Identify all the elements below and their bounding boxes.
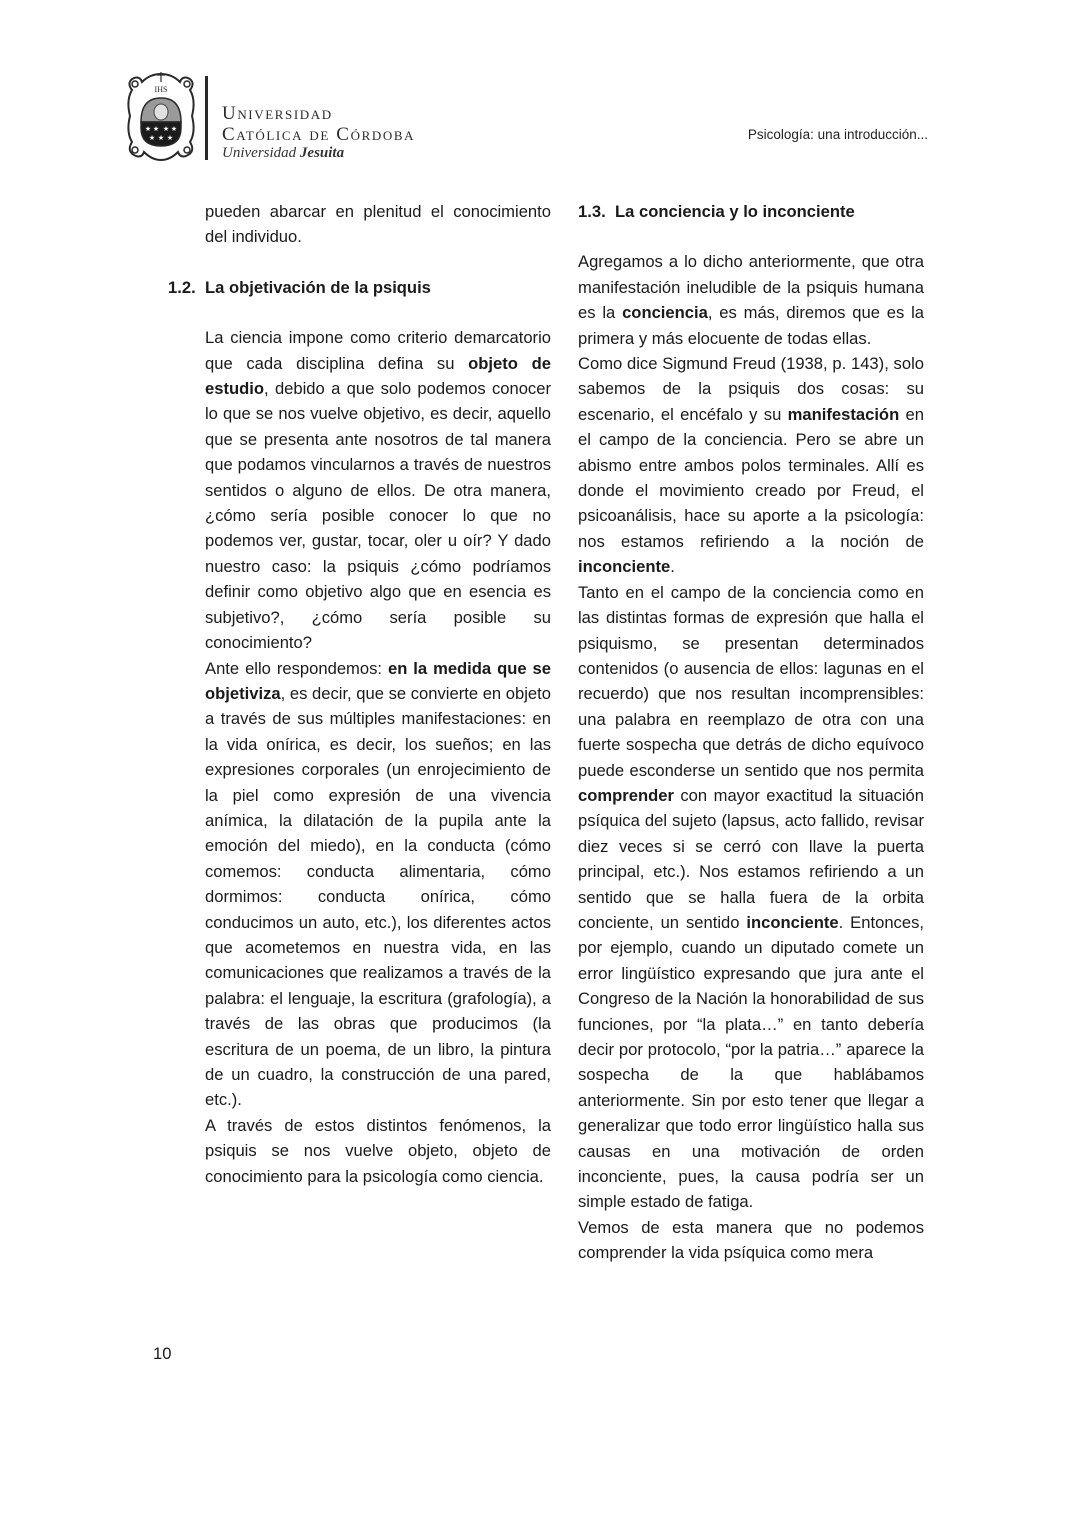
header-divider — [205, 76, 208, 160]
bold-term: objeto de estudio — [205, 353, 551, 399]
bold-term: en la medida que se objetiviza — [205, 658, 552, 703]
paragraph — [578, 351, 924, 580]
left-column — [168, 199, 552, 1189]
university-name-line1: Universidad — [222, 103, 333, 124]
paragraph — [205, 325, 551, 655]
text: Ante ello respondemos: — [205, 658, 388, 678]
svg-text:★: ★ — [157, 134, 165, 142]
section-title: La objetivación de la psiquis — [205, 277, 431, 297]
bold-term: conciencia — [622, 303, 708, 323]
section-number: 1.2. — [168, 277, 196, 297]
text: , es más, diremos que es la primera y más elocuente de todas ellas. — [578, 303, 924, 348]
text: en el campo de la conciencia. Pero se abre un abismo entre ambos polos terminales. Allí es donde el movimiento creado por Freud, el psicoanálisis, hace su aporte a la psicología: nos estamos refiriendo a la noción de — [578, 404, 924, 551]
paragraph — [205, 656, 551, 1113]
paragraph: Vemos de esta manera que no podemos comprender la vida psíquica como mera — [578, 1217, 924, 1263]
svg-text:★: ★ — [144, 125, 152, 133]
text: . — [670, 557, 675, 577]
text: , debido a que solo podemos conocer lo que se nos vuelve objetivo, es decir, aquello que se presenta ante nosotros de tal manera que podamos vincularnos a través de nuestros sentidos o alguno de ellos. De otra manera, ¿cómo sería posible conocer lo que no podemos ver, gustar, tocar, oler u oír? Y dado nuestro caso: la psiquis ¿cómo podríamos definir como objetivo algo que en esencia es subjetivo?, ¿cómo sería posible su conocimiento? — [205, 379, 551, 653]
svg-text:★: ★ — [148, 134, 156, 142]
text: , es decir, que se convierte en objeto a través de sus múltiples manifestaciones: en la vida onírica, es decir, los sueños; en las expresiones corporales (un enrojecimiento de la piel como expresión de una vivencia anímica, la dilatación de la pupila ante la emoción del miedo), en la conducta (cómo comemos: conducta alimentaria, cómo dormimos: conducta onírica, cómo conducimos un auto, etc.), los diferentes actos que acometemos en nuestra vida, en las comunicaciones que realizamos a través de la palabra: el lenguaje, la escritura (grafología), a través de las obras que producimos (la escritura de un poema, de un libro, la pintura de un cuadro, la construcción de una pared, etc.). — [205, 683, 551, 1110]
university-crest-logo — [124, 70, 198, 164]
svg-text:IHS: IHS — [154, 85, 168, 94]
section-heading-1-2 — [168, 275, 514, 300]
right-column — [578, 199, 924, 1266]
university-subtitle — [222, 145, 344, 162]
text: . Entonces, por ejemplo, cuando un diputado comete un error lingüístico expresando que jura ante el Congreso de la Nación la honorabilidad de sus funciones, por “la plata…” en tanto debería decir por protocolo, “por la patria…” aparece la sospecha de la que hablábamos anteriormente. Sin por esto tener que llegar a generalizar que todo error lingüístico halla sus causas en una motivación de orden inconciente, pues, la causa podría ser un simple estado de fatiga. — [578, 912, 924, 1212]
text: con mayor exactitud la situación psíquica del sujeto (lapsus, acto fallido, revisar diez veces si se cerró con llave la puerta principal, etc.). Nos estamos refiriendo a un sentido que se halla fuera de la orbita conciente, un sentido — [578, 785, 924, 932]
running-head: Psicología: una introducción... — [747, 127, 928, 142]
bold-term: inconciente — [746, 912, 839, 932]
section-heading-1-3 — [578, 199, 924, 224]
bold-term: manifestación — [787, 404, 900, 424]
university-name — [222, 103, 415, 145]
svg-text:★: ★ — [152, 125, 160, 133]
subtitle-regular: Universidad — [222, 145, 297, 161]
paragraph — [578, 249, 924, 351]
subtitle-bold: Jesuita — [299, 145, 345, 161]
bold-term: comprender — [578, 785, 674, 805]
university-name-line2: Católica de Córdoba — [222, 124, 416, 145]
text: Agregamos a lo dicho anteriormente, que otra manifestación ineludible de la psiquis humana es la — [578, 252, 924, 323]
bold-term: inconciente — [578, 557, 671, 577]
text: La ciencia impone como criterio demarcatorio que cada disciplina defina su — [205, 328, 551, 373]
page-header — [0, 0, 1080, 190]
text: Tanto en el campo de la conciencia como en las distintas formas de expresión que halla el psiquismo, se presentan determinados contenidos (o ausencia de ellos: lagunas en el recuerdo) que nos resultan incomprensibles: una palabra en reemplazo de otra con una fuerte sospecha que detrás de dicho equívoco puede esconderse un sentido que nos permita — [578, 582, 924, 780]
paragraph — [578, 580, 924, 1215]
page-number: 10 — [153, 1344, 172, 1363]
paragraph: A través de estos distintos fenómenos, la psiquis se nos vuelve objeto, objeto de conocimiento para la psicología como ciencia. — [205, 1115, 551, 1186]
section-number: 1.3. — [578, 202, 606, 221]
intro-paragraph: pueden abarcar en plenitud el conocimiento del individuo. — [205, 202, 551, 247]
text: Como dice Sigmund Freud (1938, p. 143), solo sabemos de la psiquis dos cosas: su escenario, el encéfalo y su — [578, 354, 924, 424]
svg-text:★: ★ — [166, 134, 174, 142]
section-title: La conciencia y lo inconciente — [615, 202, 855, 221]
svg-text:★: ★ — [170, 125, 178, 133]
svg-text:★: ★ — [162, 125, 170, 133]
